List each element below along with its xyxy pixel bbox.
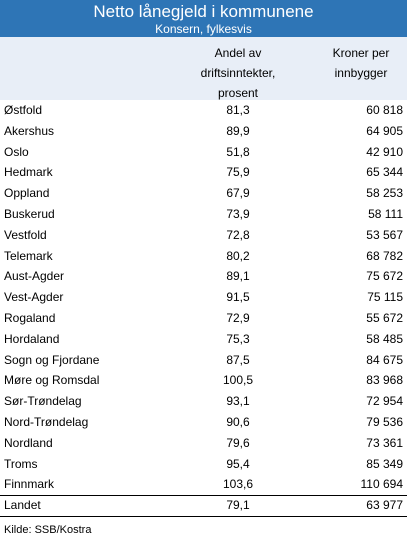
county-name: Hordaland: [4, 331, 60, 346]
table-row-total: [0, 495, 407, 517]
andel-value: 89,9: [226, 123, 250, 138]
county-name: Troms: [4, 456, 38, 471]
total-andel: 79,1: [226, 498, 250, 513]
andel-value: 72,8: [226, 227, 250, 242]
county-name: Sør-Trøndelag: [4, 394, 82, 409]
kroner-value: 84 675: [366, 352, 403, 367]
county-name: Hedmark: [4, 165, 53, 180]
total-kroner: 63 977: [366, 498, 403, 513]
column-header-kroner: [318, 43, 404, 83]
county-name: Nordland: [4, 435, 53, 450]
andel-value: 91,5: [226, 290, 250, 305]
andel-value: 90,6: [226, 414, 250, 429]
table-title: Netto lånegjeld i kommunene: [93, 2, 314, 21]
andel-value: 73,9: [226, 206, 250, 221]
kroner-value: 58 253: [366, 186, 403, 201]
kroner-value: 53 567: [366, 227, 403, 242]
county-name: Nord-Trøndelag: [4, 414, 89, 429]
table-row: [0, 329, 407, 350]
table-row: [0, 204, 407, 225]
table-row: [0, 433, 407, 454]
table-row: [0, 225, 407, 246]
county-name: Akershus: [4, 123, 55, 138]
table-row: [0, 100, 407, 121]
andel-value: 80,2: [226, 248, 250, 263]
kroner-value: 110 694: [360, 477, 403, 492]
kroner-value: 42 910: [366, 144, 403, 159]
county-name: Telemark: [4, 248, 53, 263]
andel-value: 93,1: [226, 394, 250, 409]
table-row: [0, 142, 407, 163]
county-name: Møre og Romsdal: [4, 373, 100, 388]
table-row: [0, 308, 407, 329]
andel-value: 72,9: [226, 310, 250, 325]
kroner-value: 73 361: [366, 435, 403, 450]
andel-value: 87,5: [226, 352, 250, 367]
source-note: Kilde: SSB/Kostra: [4, 524, 92, 537]
county-name: Oppland: [4, 186, 50, 201]
andel-value: 79,6: [226, 435, 250, 450]
table-subtitle: Konsern, fylkesvis: [155, 22, 252, 36]
column-header-kroner-line: Kroner per: [332, 46, 390, 60]
table-row: [0, 121, 407, 142]
andel-value: 75,9: [226, 165, 250, 180]
andel-value: 67,9: [226, 186, 250, 201]
county-name: Østfold: [4, 103, 43, 117]
table-row: [0, 454, 407, 475]
kroner-value: 64 905: [366, 123, 403, 138]
column-header-andel-line: Andel av: [214, 46, 262, 60]
kroner-value: 79 536: [366, 414, 403, 429]
county-name: Vestfold: [4, 227, 47, 242]
table-row: [0, 287, 407, 308]
kroner-value: 55 672: [366, 310, 403, 325]
table-body: [0, 100, 407, 495]
column-header-andel-line: driftsinntekter,: [200, 66, 276, 80]
table-row: [0, 246, 407, 267]
table-row: [0, 412, 407, 433]
table-row: [0, 474, 407, 495]
kroner-value: 68 782: [366, 248, 403, 263]
kroner-value: 83 968: [366, 373, 403, 388]
county-name: Rogaland: [4, 310, 56, 325]
andel-value: 103,6: [222, 477, 254, 492]
kroner-value: 75 672: [366, 269, 403, 284]
table-row: [0, 266, 407, 287]
andel-value: 89,1: [226, 269, 250, 284]
table-row: [0, 350, 407, 371]
kroner-value: 65 344: [366, 165, 403, 180]
county-name: Vest-Agder: [4, 290, 64, 305]
kroner-value: 58 485: [366, 331, 403, 346]
andel-value: 75,3: [226, 331, 250, 346]
county-name: Oslo: [4, 144, 29, 159]
kroner-value: 58 111: [368, 206, 403, 221]
andel-value: 100,5: [222, 373, 254, 388]
column-header-kroner-line: innbygger: [334, 66, 388, 80]
kroner-value: 75 115: [367, 290, 403, 305]
county-name: Finnmark: [4, 477, 55, 492]
county-name: Buskerud: [4, 206, 55, 221]
table-row: [0, 162, 407, 183]
column-header-andel: [180, 43, 296, 103]
kroner-value: 72 954: [366, 394, 403, 409]
andel-value: 81,3: [226, 103, 250, 117]
county-name: Aust-Agder: [4, 269, 65, 284]
table-row: [0, 370, 407, 391]
table-row: [0, 183, 407, 204]
column-header-row: [0, 37, 407, 100]
kroner-value: 60 818: [366, 103, 403, 117]
table-title-bar: [0, 0, 407, 37]
kroner-value: 85 349: [366, 456, 403, 471]
table-row: [0, 391, 407, 412]
total-name: Landet: [4, 498, 41, 513]
county-name: Sogn og Fjordane: [4, 352, 100, 367]
andel-value: 95,4: [226, 456, 250, 471]
column-header-andel-line: prosent: [217, 86, 259, 100]
andel-value: 51,8: [226, 144, 250, 159]
